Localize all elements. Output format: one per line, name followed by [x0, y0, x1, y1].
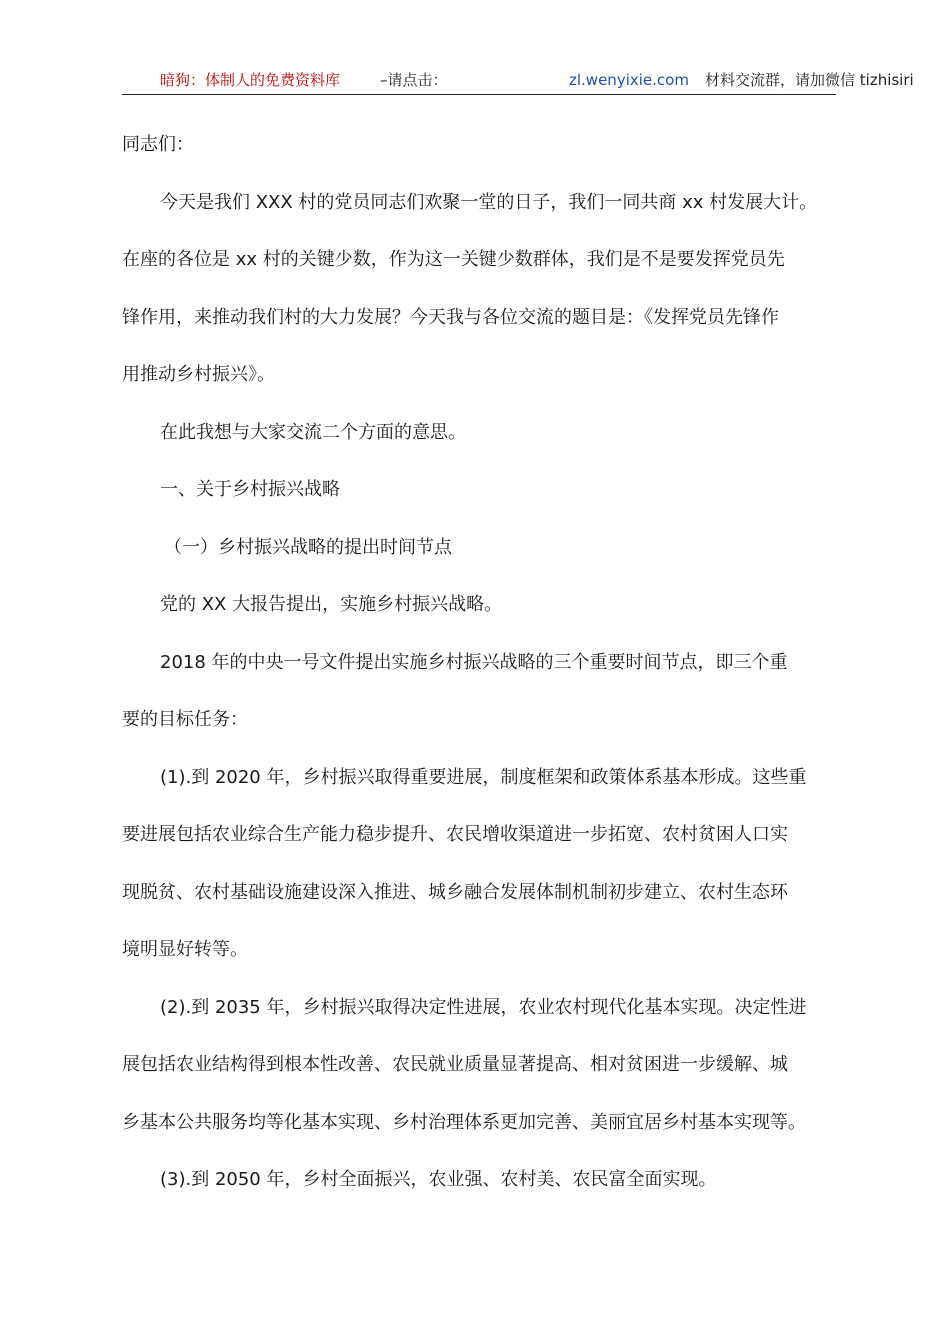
paragraph-line: 锋作用，来推动我们村的大力发展？今天我与各位交流的题目是：《发挥党员先锋作 — [122, 306, 779, 328]
header-prompt: –请点击： — [380, 71, 448, 89]
list-item-line: (2).到 2035 年，乡村振兴取得决定性进展，农业农村现代化基本实现。决定性进 — [160, 996, 807, 1018]
list-item-line: 展包括农业结构得到根本性改善、农民就业质量显著提高、相对贫困进一步缓解、城 — [122, 1054, 788, 1075]
subsection-heading: （一）乡村振兴战略的提出时间节点 — [164, 536, 452, 558]
paragraph-line: 用推动乡村振兴》。 — [122, 364, 275, 385]
header-group-info: 材料交流群，请加微信 tizhisiri — [705, 71, 914, 89]
paragraph-line: 今天是我们 XXX 村的党员同志们欢聚一堂的日子，我们一同共商 xx 村发展大计。 — [160, 191, 818, 213]
list-item-line: 要进展包括农业综合生产能力稳步提升、农民增收渠道进一步拓宽、农村贫困人口实 — [122, 824, 788, 845]
paragraph-line: 在此我想与大家交流二个方面的意思。 — [160, 421, 466, 443]
paragraph-line: 2018 年的中央一号文件提出实施乡村振兴战略的三个重要时间节点，即三个重 — [160, 651, 788, 673]
header-link[interactable]: zl.wenyixie.com — [569, 71, 689, 89]
document-body — [122, 116, 846, 1209]
header-brand: 暗狗：体制人的免费资料库 — [160, 71, 341, 89]
list-item-line: 现脱贫、农村基础设施建设深入推进、城乡融合发展体制机制初步建立、农村生态环 — [122, 881, 788, 903]
list-item-line: (3).到 2050 年，乡村全面振兴，农业强、农村美、农民富全面实现。 — [160, 1169, 717, 1190]
section-heading: 一、关于乡村振兴战略 — [160, 479, 340, 500]
page-header — [122, 68, 914, 95]
salutation: 同志们： — [122, 134, 194, 155]
list-item-line: 境明显好转等。 — [122, 939, 248, 960]
paragraph-line: 党的 XX 大报告提出，实施乡村振兴战略。 — [160, 594, 503, 615]
paragraph-line: 在座的各位是 xx 村的关键少数，作为这一关键少数群体，我们是不是要发挥党员先 — [122, 249, 785, 270]
paragraph-line: 要的目标任务： — [122, 709, 248, 730]
list-item-line: 乡基本公共服务均等化基本实现、乡村治理体系更加完善、美丽宜居乡村基本实现等。 — [122, 1111, 806, 1133]
list-item-line: (1).到 2020 年，乡村振兴取得重要进展，制度框架和政策体系基本形成。这些重 — [160, 766, 807, 788]
